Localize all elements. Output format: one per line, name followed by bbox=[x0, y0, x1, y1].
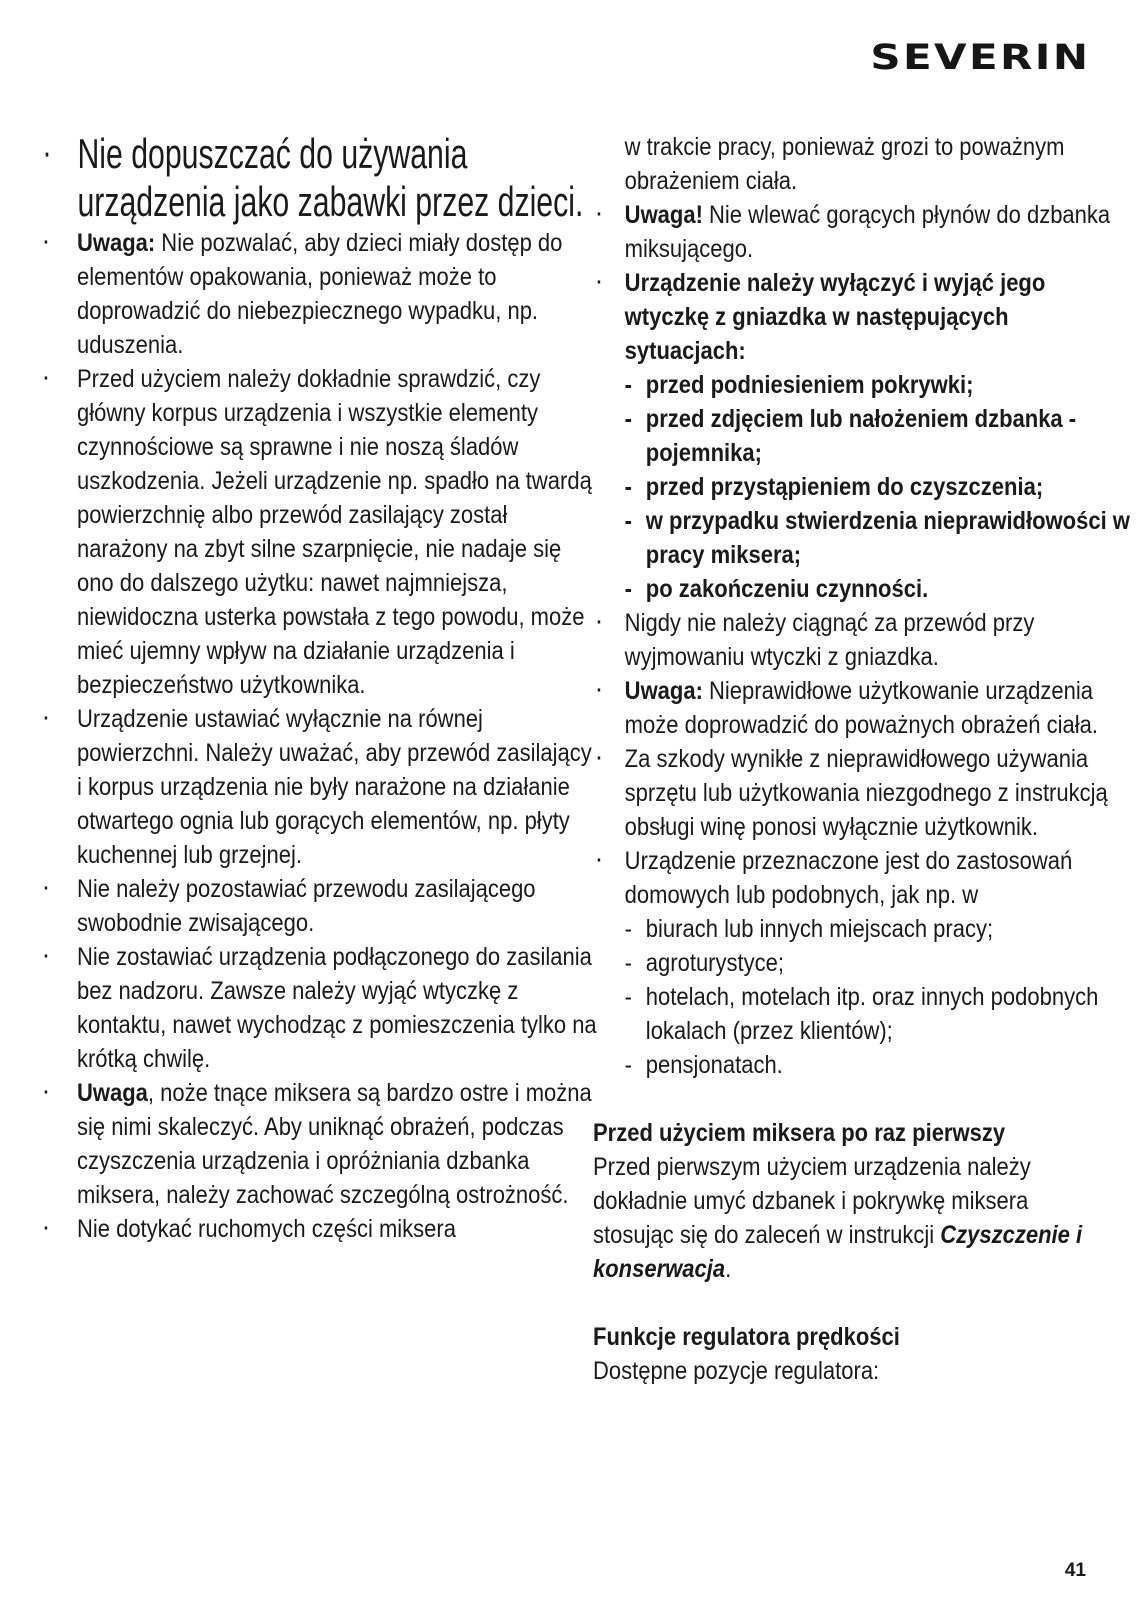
sub-list-item bbox=[625, 572, 1135, 606]
item-text: , noże tnące miksera są bardzo ostre i można się nimi skaleczyć. Aby uniknąć obrażeń, podczas czyszczenia urządzenia i opróżniania dzbanka miksera, należy zachować szczególną ostrożność. bbox=[76, 1079, 592, 1209]
dash-icon: - bbox=[624, 915, 633, 943]
sub-item-text: przed zdjęciem lub nałożeniem dzbanka - pojemnika; bbox=[645, 405, 1077, 467]
list-item bbox=[593, 606, 1135, 674]
bullet-icon: · bbox=[596, 680, 603, 702]
item-text: Urządzenie ustawiać wyłącznie na równej powierzchni. Należy uważać, aby przewód zasilający i korpus urządzenia nie były narażone na działanie otwartego ognia lub gorących elementów, np. płyty kuchennej lub grzejnej. bbox=[76, 705, 592, 869]
sub-list-item bbox=[625, 402, 1135, 470]
bullet-icon: · bbox=[596, 612, 603, 634]
bullet-icon: · bbox=[596, 850, 603, 872]
section-body: Przed pierwszym użyciem urządzenia należy dokładnie umyć dzbanek i pokrywkę miksera stosując się do zaleceń w instrukcji bbox=[593, 1153, 1031, 1249]
brand-logo: SEVERIN bbox=[869, 38, 1090, 78]
spacer bbox=[593, 1286, 1103, 1320]
page-number: 41 bbox=[1064, 1560, 1086, 1581]
item-text: Nie należy pozostawiać przewodu zasilającego swobodnie zwisającego. bbox=[76, 875, 536, 937]
bullet-icon: · bbox=[43, 878, 50, 900]
dash-icon: - bbox=[624, 575, 633, 603]
list-item bbox=[593, 198, 1135, 266]
dash-icon: - bbox=[624, 983, 633, 1011]
section-reference: Czyszczenie i konserwacja bbox=[593, 1221, 1083, 1283]
bullet-icon: · bbox=[596, 204, 603, 226]
list-item bbox=[40, 226, 597, 362]
list-item bbox=[40, 940, 597, 1076]
bullet-icon: · bbox=[43, 708, 50, 730]
list-item bbox=[40, 1076, 597, 1212]
warning-label: Uwaga: bbox=[624, 677, 703, 705]
item-text: Nieprawidłowe użytkowanie urządzenia może doprowadzić do poważnych obrażeń ciała. bbox=[624, 677, 1098, 739]
list-item bbox=[40, 362, 597, 702]
left-column bbox=[40, 130, 597, 1246]
dash-icon: - bbox=[624, 405, 633, 433]
sub-list-item bbox=[625, 368, 1135, 402]
warning-label: Uwaga! bbox=[624, 201, 703, 229]
item-text: Nie wlewać gorących płynów do dzbanka miksującego. bbox=[624, 201, 1111, 263]
section-text bbox=[593, 1150, 1103, 1286]
sub-list-item bbox=[625, 1048, 1135, 1082]
item-text: Nie dotykać ruchomych części miksera bbox=[76, 1215, 456, 1243]
sub-item-text: w przypadku stwierdzenia nieprawidłowości w pracy miksera; bbox=[645, 507, 1130, 569]
dash-icon: - bbox=[624, 371, 633, 399]
item-text: Urządzenie przeznaczone jest do zastosowań domowych lub podobnych, jak np. w bbox=[624, 847, 1073, 909]
sub-list-item bbox=[625, 470, 1135, 504]
item-text: Nie dopuszczać do używania urządzenia jako zabawki przez dzieci. bbox=[77, 130, 584, 225]
section-heading: Funkcje regulatora prędkości bbox=[593, 1323, 900, 1351]
section-speed-regulator bbox=[593, 1320, 1103, 1388]
warning-label: Uwaga: bbox=[76, 229, 156, 257]
bullet-icon: · bbox=[596, 748, 603, 770]
item-text: Nigdy nie należy ciągnąć za przewód przy wyjmowaniu wtyczki z gniazdka. bbox=[624, 609, 1035, 671]
bullet-icon: · bbox=[43, 232, 50, 254]
list-item bbox=[593, 674, 1135, 742]
sub-item-text: pensjonatach. bbox=[645, 1051, 783, 1079]
section-end: . bbox=[725, 1255, 732, 1283]
item-text: Za szkody wynikłe z nieprawidłowego używania sprzętu lub użytkowania niezgodnego z instrukcją obsługi winę ponosi wyłącznie użytkownik. bbox=[624, 745, 1108, 841]
section-body: Dostępne pozycje regulatora: bbox=[593, 1357, 880, 1385]
sub-list-item bbox=[625, 504, 1135, 572]
bullet-icon: · bbox=[43, 1218, 50, 1240]
spacer bbox=[593, 1082, 1103, 1116]
bullet-icon: · bbox=[43, 368, 50, 390]
list-item bbox=[593, 742, 1135, 844]
item-text: Urządzenie należy wyłączyć i wyjąć jego wtyczkę z gniazdka w następujących sytuacjach: bbox=[624, 269, 1046, 365]
item-text: Nie pozwalać, aby dzieci miały dostęp do elementów opakowania, ponieważ może to doprowadzić do niebezpiecznego wypadku, np. uduszenia. bbox=[76, 229, 563, 359]
dash-icon: - bbox=[624, 1051, 633, 1079]
bullet-icon: · bbox=[43, 946, 50, 968]
list-item bbox=[40, 872, 597, 940]
sub-list-item bbox=[625, 980, 1135, 1048]
sub-item-text: po zakończeniu czynności. bbox=[645, 575, 929, 603]
right-column bbox=[593, 130, 1130, 1388]
list-item bbox=[40, 702, 597, 872]
sub-item-text: hotelach, motelach itp. oraz innych podobnych lokalach (przez klientów); bbox=[645, 983, 1099, 1045]
bullet-icon: · bbox=[43, 1082, 50, 1104]
item-text: Przed użyciem należy dokładnie sprawdzić, czy główny korpus urządzenia i wszystkie elementy czynnościowe są sprawne i nie noszą śladów uszkodzenia. Jeżeli urządzenie np. spadło na twardą powierzchnię albo przewód zasilający został narażony na zbyt silne szarpnięcie, nie nadaje się ono do dalszego użytku: nawet najmniejsza, niewidoczna usterka powstała z tego powodu, może mieć ujemny wpływ na działanie urządzenia i bezpieczeństwo użytkownika. bbox=[76, 365, 592, 699]
sub-item-text: biurach lub innych miejscach pracy; bbox=[645, 915, 994, 943]
sub-list-item bbox=[625, 946, 1135, 980]
sub-item-text: przed podniesieniem pokrywki; bbox=[645, 371, 974, 399]
item-text: w trakcie pracy, ponieważ grozi to poważnym obrażeniem ciała. bbox=[624, 133, 1065, 195]
list-item bbox=[40, 130, 596, 226]
sub-item-text: agroturystyce; bbox=[645, 949, 784, 977]
list-item bbox=[593, 844, 1135, 1082]
dash-icon: - bbox=[624, 507, 633, 535]
sub-item-text: przed przystąpieniem do czyszczenia; bbox=[645, 473, 1044, 501]
bullet-icon: · bbox=[44, 139, 51, 169]
warning-label: Uwaga bbox=[76, 1079, 148, 1107]
list-item bbox=[40, 1212, 597, 1246]
list-item-continuation bbox=[593, 130, 1135, 198]
dash-icon: - bbox=[624, 949, 633, 977]
item-text: Nie zostawiać urządzenia podłączonego do zasilania bez nadzoru. Zawsze należy wyjąć wtyczkę z kontaktu, nawet wychodząc z pomieszczenia tylko na krótką chwilę. bbox=[76, 943, 597, 1073]
section-heading: Przed użyciem miksera po raz pierwszy bbox=[593, 1119, 1006, 1147]
list-item bbox=[593, 266, 1135, 606]
sub-list-item bbox=[625, 912, 1135, 946]
dash-icon: - bbox=[624, 473, 633, 501]
bullet-icon: · bbox=[596, 272, 603, 294]
section-first-use bbox=[593, 1116, 1103, 1286]
